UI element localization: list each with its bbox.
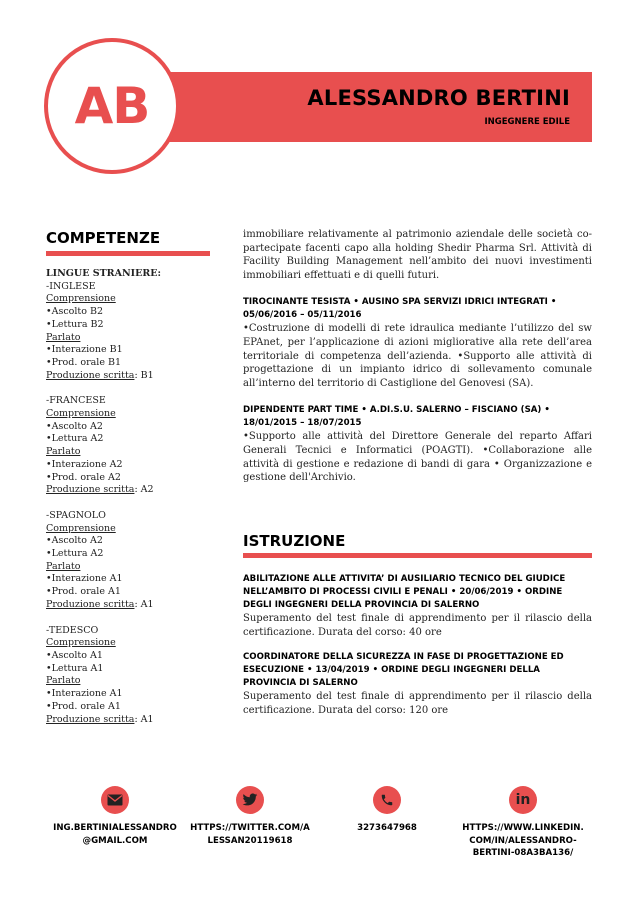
parlato-label: Parlato	[46, 560, 81, 572]
envelope-icon	[101, 786, 129, 814]
person-name: ALESSANDRO BERTINI	[307, 86, 570, 110]
contact-linkedin[interactable]	[453, 786, 593, 860]
language-block	[46, 510, 211, 612]
parlato-label: Parlato	[46, 675, 81, 687]
comprensione-label: Comprensione	[46, 637, 116, 649]
orale-level: •Prod. orale A1	[46, 700, 121, 712]
linkedin-text: HTTPS://WWW.LINKEDIN. COM/IN/ALESSANDRO- BERTINI-08A3BA136/	[462, 823, 584, 858]
scritta-row	[46, 484, 211, 497]
job-title: TIROCINANTE TESISTA • AUSINO SPA SERVIZI IDRICI INTEGRATI •	[243, 297, 557, 308]
language-name: -INGLESE	[46, 280, 96, 292]
orale-level: •Prod. orale B1	[46, 356, 122, 368]
ascolto-level: •Ascolto A2	[46, 420, 103, 432]
parlato-label: Parlato	[46, 446, 81, 458]
job-title: DIPENDENTE PART TIME • A.DI.S.U. SALERNO – FISCIANO (SA) •	[243, 405, 550, 416]
scritta-row	[46, 370, 211, 383]
experience-intro: immobiliare relativamente al patrimonio aziendale delle società co-partecipate facenti capo alla holding Shedir Pharma Srl. Attività di Facility Building Management nell’ambito dei nuovi investimenti immobiliari effettuati e di quelli futuri.	[243, 229, 592, 281]
education-title: ABILITAZIONE ALLE ATTIVITA’ DI AUSILIARIO TECNICO DEL GIUDICE NELL’AMBITO DI PROCESSI CIVILI E PENALI • 20/06/2019 • ORDINE DEGLI INGEGNERI DELLA PROVINCIA DI SALERNO	[243, 574, 566, 610]
orale-level: •Prod. orale A2	[46, 471, 121, 483]
language-block	[46, 395, 211, 497]
scritta-row	[46, 714, 211, 727]
contact-footer	[0, 786, 638, 876]
orale-level: •Prod. orale A1	[46, 586, 121, 598]
job-description: •Supporto alle attività del Direttore Generale del reparto Affari Generali Tecnici e Informatici (POAGTI). •Collaborazione alle attività di gestione e redazione di bandi di gara • Organizzazione e gestione dell'Archivio.	[243, 431, 592, 484]
experience-section	[243, 228, 592, 485]
parlato-label: Parlato	[46, 331, 81, 343]
language-block	[46, 625, 211, 727]
contact-twitter[interactable]	[180, 786, 320, 847]
job-dates: 18/01/2015 – 18/07/2015	[243, 418, 362, 429]
contact-phone[interactable]	[317, 786, 457, 835]
email-text: ING.BERTINIALESSANDRO @GMAIL.COM	[53, 823, 177, 846]
phone-text: 3273647968	[357, 823, 417, 833]
education-section	[243, 573, 592, 717]
section-title-istruzione: ISTRUZIONE	[243, 532, 346, 550]
job-description: •Costruzione di modelli di rete idraulica mediante l’utilizzo del sw EPAnet, per l’applicazione di azioni migliorative alla rete dell’area territoriale di competenza dell’azienda. •Supporto alle attività di progettazione di un impianto idrico di sollevamento comunale all’interno del territorio di Castiglione del Genovesi (SA).	[243, 323, 592, 389]
comprensione-label: Comprensione	[46, 408, 116, 420]
language-name: -FRANCESE	[46, 395, 106, 407]
education-description: Superamento del test finale di apprendimento per il rilascio della certificazione. Durata del corso: 120 ore	[243, 691, 592, 716]
scritta-label: Produzione scritta	[46, 598, 135, 610]
ascolto-level: •Ascolto A1	[46, 649, 103, 661]
comprensione-label: Comprensione	[46, 522, 116, 534]
lettura-level: •Lettura A2	[46, 548, 104, 560]
scritta-level: : A2	[134, 484, 154, 496]
scritta-label: Produzione scritta	[46, 369, 135, 381]
scritta-level: : A1	[134, 598, 154, 610]
job-dates: 05/06/2016 – 05/11/2016	[243, 310, 362, 321]
ascolto-level: •Ascolto A2	[46, 535, 103, 547]
contact-email[interactable]	[45, 786, 185, 847]
twitter-icon	[236, 786, 264, 814]
twitter-text: HTTPS://TWITTER.COM/A LESSAN20119618	[190, 823, 310, 846]
linkedin-icon: in	[509, 786, 537, 814]
scritta-row	[46, 599, 211, 612]
section-title-competenze: COMPETENZE	[46, 229, 161, 247]
lettura-level: •Lettura A1	[46, 662, 104, 674]
interazione-level: •Interazione A2	[46, 458, 123, 470]
interazione-level: •Interazione B1	[46, 344, 123, 356]
comprensione-label: Comprensione	[46, 293, 116, 305]
language-block	[46, 281, 211, 383]
lettura-level: •Lettura B2	[46, 318, 104, 330]
phone-icon	[373, 786, 401, 814]
section-underline-competenze	[46, 251, 210, 256]
person-role: INGEGNERE EDILE	[484, 117, 570, 127]
languages-list	[46, 268, 211, 726]
initials-monogram: AB	[74, 77, 150, 135]
interazione-level: •Interazione A1	[46, 688, 123, 700]
scritta-level: : A1	[134, 713, 154, 725]
scritta-level: : B1	[134, 369, 154, 381]
lettura-level: •Lettura A2	[46, 433, 104, 445]
interazione-level: •Interazione A1	[46, 573, 123, 585]
language-name: -SPAGNOLO	[46, 509, 106, 521]
ascolto-level: •Ascolto B2	[46, 306, 103, 318]
education-description: Superamento del test finale di apprendimento per il rilascio della certificazione. Durata del corso: 40 ore	[243, 613, 592, 638]
language-name: -TEDESCO	[46, 624, 99, 636]
scritta-label: Produzione scritta	[46, 484, 135, 496]
education-title: COORDINATORE DELLA SICUREZZA IN FASE DI PROGETTAZIONE ED ESECUZIONE • 13/04/2019 • ORDINE DEGLI INGEGNERI DELLA PROVINCIA DI SALERNO	[243, 652, 564, 689]
scritta-label: Produzione scritta	[46, 713, 135, 725]
languages-heading: LINGUE STRANIERE:	[46, 268, 161, 279]
section-underline-istruzione	[243, 553, 592, 558]
